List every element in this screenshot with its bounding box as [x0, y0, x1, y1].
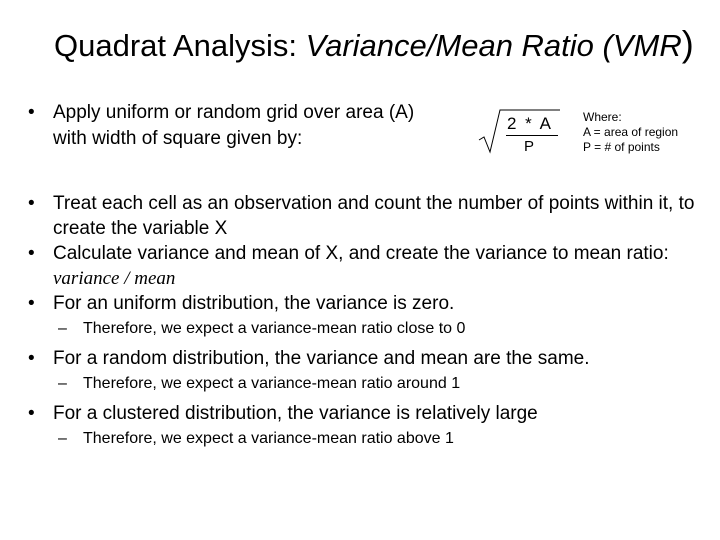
- bullet-icon: •: [28, 193, 35, 214]
- bullet-random: [28, 346, 708, 371]
- title-prefix: Quadrat Analysis:: [54, 28, 306, 63]
- bullet-uniform: [28, 291, 708, 316]
- bullet-clustered: [28, 401, 708, 426]
- formula-numerator: 2 * A: [507, 114, 553, 133]
- bullet-icon: •: [28, 243, 35, 264]
- bullet-clustered-text: For a clustered distribution, the variance is relatively large: [53, 403, 538, 424]
- where-line-a: A = area of region: [583, 125, 679, 139]
- where-line-p: P = # of points: [583, 140, 660, 154]
- dash-icon: –: [58, 375, 67, 392]
- slide-title: [54, 22, 694, 68]
- bullet-treat-cell: [28, 191, 708, 241]
- sub-bullet-uniform-text: Therefore, we expect a variance-mean ratio close to 0: [83, 320, 466, 337]
- bullet-apply-grid-text: Apply uniform or random grid over area (A) with width of square given by:: [53, 102, 415, 149]
- bullet-random-text: For a random distribution, the variance and mean are the same.: [53, 348, 590, 369]
- sub-bullet-random: [58, 373, 708, 395]
- bullet-apply-grid: [28, 100, 448, 152]
- sub-bullet-clustered-text: Therefore, we expect a variance-mean ratio above 1: [83, 430, 454, 447]
- sub-bullet-random-text: Therefore, we expect a variance-mean ratio around 1: [83, 375, 461, 392]
- bullet-list: [28, 191, 708, 456]
- bullet-icon: •: [28, 102, 35, 123]
- bullet-calculate-body: Calculate variance and mean of X, and create the variance to mean ratio:: [53, 243, 669, 264]
- bullet-calculate-text: [53, 241, 708, 291]
- dash-icon: –: [58, 430, 67, 447]
- title-italic: Variance/Mean Ratio (VMR: [305, 28, 682, 63]
- where-heading: Where:: [583, 110, 622, 124]
- bullet-calculate: [28, 241, 708, 291]
- bullet-icon: •: [28, 293, 35, 314]
- sub-bullet-uniform: [58, 318, 708, 340]
- where-legend: [583, 110, 713, 155]
- vmr-formula: variance / mean: [53, 268, 176, 289]
- title-close-paren: ): [681, 23, 694, 64]
- bullet-icon: •: [28, 348, 35, 369]
- dash-icon: –: [58, 320, 67, 337]
- bullet-icon: •: [28, 403, 35, 424]
- bullet-uniform-text: For an uniform distribution, the variance is zero.: [53, 293, 455, 314]
- square-width-formula: [476, 106, 566, 158]
- sub-bullet-clustered: [58, 428, 708, 450]
- fraction-bar: [506, 135, 558, 136]
- bullet-treat-cell-text: Treat each cell as an observation and count the number of points within it, to create the variable X: [53, 193, 695, 239]
- formula-denominator: P: [524, 138, 535, 155]
